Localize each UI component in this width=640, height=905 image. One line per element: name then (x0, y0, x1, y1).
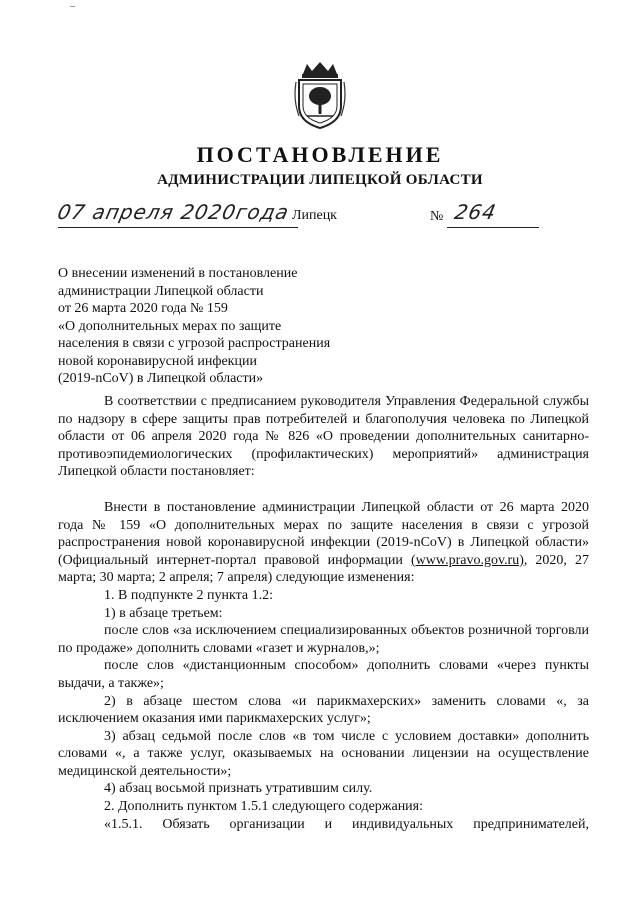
decree-text: Внести в постановление администрации Липецкой области от 26 марта 2020 года № 159 «О дополнительных мерах по защите населения в связи с угрозой распространения новой коронавирусной инфекции (2019-nCoV) в Липецкой области» (Официальный интернет-портал правовой информации (58, 499, 589, 568)
item-paragraph: 1) в абзаце третьем: (104, 605, 223, 621)
document-subject (58, 265, 388, 388)
document-body (58, 393, 589, 833)
item-paragraph: 3) абзац седьмой после слов «в том числе с условием доставки» дополнить словами «, а также услуг, оказываемых на основании лицензии на осуществление медицинской деятельности»; (58, 728, 589, 779)
coat-of-arms-emblem (293, 60, 347, 130)
item-paragraph: «1.5.1. Обязать организации и индивидуальных предпринимателей, (104, 816, 589, 832)
item-paragraph: 4) абзац восьмой признать утратившим силу. (104, 781, 373, 797)
date-underline (58, 227, 298, 228)
subject-line: «О дополнительных мерах по защите (58, 318, 282, 334)
item-paragraph: 1. В подпункте 2 пункта 1.2: (104, 587, 273, 603)
subject-line: администрации Липецкой области (58, 283, 264, 299)
handwritten-date: 07 апреля 2020года (55, 200, 292, 224)
subject-line: населения в связи с угрозой распространения (58, 336, 331, 351)
number-underline (447, 227, 539, 228)
subject-line: новой коронавирусной инфекции (58, 353, 257, 369)
item-paragraph: 2. Дополнить пунктом 1.5.1 следующего содержания: (104, 799, 424, 815)
decree-text-end: , 2020, 27 марта; 30 марта; 2 апреля; 7 апреля) следующие изменения: (58, 552, 590, 586)
pravo-portal-link[interactable]: (www.pravo.gov.ru) (410, 552, 524, 568)
preamble-paragraph: В соответствии с предписанием руководителя Управления Федеральной службы по надзору в сфере защиты прав потребителей и благополучия человека по Липецкой области от 06 апреля 2020 года № 826 «О проведении дополнительных санитарно-противоэпидемиологических (профилактических) мероприятий» администрация Липецкой области постановляет: (58, 394, 589, 480)
subject-line: О внесении изменений в постановление (58, 266, 298, 281)
item-paragraph: после слов «за исключением специализированных объектов розничной торговли по продаже» дополнить словами «газет и журналов,»; (58, 623, 589, 656)
decree-paragraph (58, 499, 589, 587)
document-title: ПОСТАНОВЛЕНИЕ (196, 142, 444, 167)
item-paragraph: 2) в абзаце шестом слова «и парикмахерских» заменить словами «, за исключением оказания ими парикмахерских услуг»; (58, 693, 589, 727)
handwritten-number: 264 (452, 200, 499, 224)
document-subtitle: АДМИНИСТРАЦИИ ЛИПЕЦКОЙ ОБЛАСТИ (157, 172, 483, 188)
scan-mark (70, 6, 75, 7)
subject-line: от 26 марта 2020 года № 159 (58, 301, 228, 316)
item-paragraph: после слов «дистанционным способом» дополнить словами «через пункты выдачи, а также»; (58, 658, 589, 691)
subject-line: (2019-nCoV) в Липецкой области» (58, 371, 264, 386)
document-place: Липецк (292, 208, 337, 223)
number-label: № (430, 209, 444, 224)
